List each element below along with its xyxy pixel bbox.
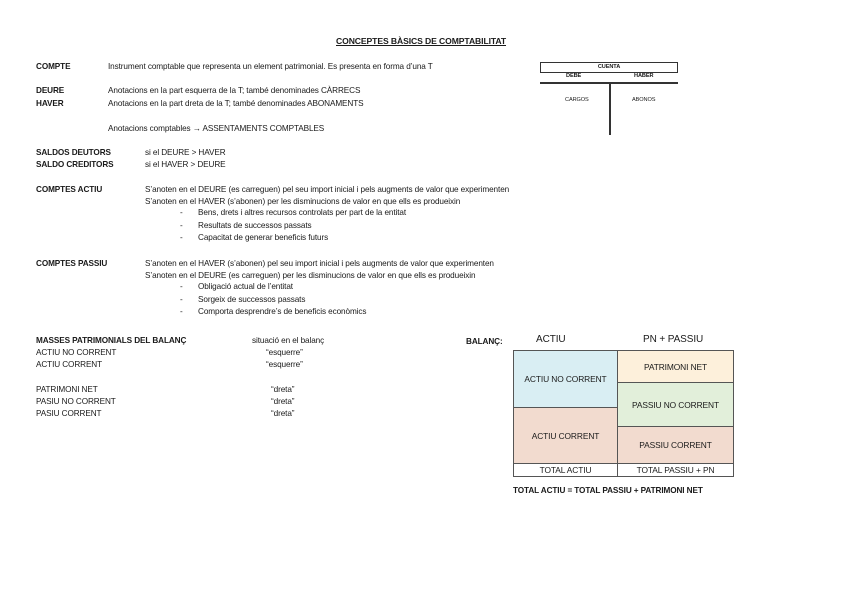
compte-term: COMPTE: [36, 62, 71, 71]
patrimoni-net-box: PATRIMONI NET: [617, 350, 734, 383]
total-actiu-box: TOTAL ACTIU: [513, 463, 618, 477]
t-account-title: CUENTA: [540, 62, 678, 73]
list-item: - Capacitat de generar beneficis futurs: [180, 233, 329, 243]
balanc-label: BALANÇ:: [466, 337, 503, 346]
comptes-actiu-term: COMPTES ACTIU: [36, 185, 103, 194]
masses-row-pos: “dreta”: [271, 385, 295, 394]
masses-row-pos: “dreta”: [271, 397, 295, 406]
total-passiu-box: TOTAL PASSIU + PN: [617, 463, 734, 477]
balance-equation: TOTAL ACTIU = TOTAL PASSIU + PATRIMONI NET: [513, 486, 703, 495]
list-item: - Comporta desprendre’s de beneficis econòmics: [180, 307, 367, 317]
comptes-passiu-line1: S’anoten en el HAVER (s’abonen) pel seu import inicial i pels augments de valor que experimenten: [145, 259, 494, 268]
compte-definition: Instrument comptable que representa un element patrimonial. Es presenta en forma d’una T: [108, 62, 433, 71]
haver-definition: Anotacions en la part dreta de la T; també denominades ABONAMENTS: [108, 99, 364, 108]
comptes-actiu-bullets: [180, 207, 406, 245]
balanc-col-actiu: ACTIU: [536, 334, 566, 345]
t-account-cargos: CARGOS: [565, 97, 589, 103]
t-account-abonos: ABONOS: [632, 97, 656, 103]
haver-term: HAVER: [36, 99, 64, 108]
masses-row-label: ACTIU NO CORRENT: [36, 348, 117, 357]
deure-term: DEURE: [36, 86, 65, 95]
masses-row-label: PASIU CORRENT: [36, 409, 102, 418]
comptes-passiu-term: COMPTES PASSIU: [36, 259, 108, 268]
saldos-deutors-term: SALDOS DEUTORS: [36, 148, 111, 157]
page-title: CONCEPTES BÀSICS DE COMPTABILITAT: [336, 36, 507, 46]
comptes-actiu-line1: S’anoten en el DEURE (es carreguen) pel seu import inicial i pels augments de valor que experimenten: [145, 185, 510, 194]
saldos-deutors-def: si el DEURE > HAVER: [145, 148, 226, 157]
actiu-corrent-box: ACTIU CORRENT: [513, 407, 618, 464]
masses-row-label: PASIU NO CORRENT: [36, 397, 116, 406]
balanc-col-pn-passiu: PN + PASSIU: [643, 334, 704, 345]
masses-heading: MASSES PATRIMONIALS DEL BALANÇ: [36, 336, 187, 345]
list-item: - Resultats de successos passats: [180, 220, 312, 230]
t-account-debe: DEBE: [566, 73, 582, 79]
list-item: - Sorgeix de successos passats: [180, 294, 306, 304]
comptes-actiu-line2: S’anoten en el HAVER (s’abonen) per les disminucions de valor en que ells es produeixin: [145, 197, 461, 206]
masses-row-pos: “esquerre”: [266, 348, 303, 357]
t-account-haber: HABER: [634, 73, 654, 79]
saldos-creditors-def: si el HAVER > DEURE: [145, 160, 226, 169]
passiu-corrent-box: PASSIU CORRENT: [617, 426, 734, 464]
passiu-no-corrent-box: PASSIU NO CORRENT: [617, 382, 734, 427]
t-account-vertical-line: [609, 83, 611, 135]
masses-row-pos: “esquerre”: [266, 360, 303, 369]
saldos-creditors-term: SALDO CREDITORS: [36, 160, 114, 169]
situacio-heading: situació en el balanç: [252, 336, 325, 345]
comptes-passiu-line2: S’anoten en el DEURE (es carreguen) per les disminucions de valor en que ells es produeixin: [145, 271, 476, 280]
masses-row-pos: “dreta”: [271, 409, 295, 418]
masses-row-label: ACTIU CORRENT: [36, 360, 103, 369]
anotacions-line: Anotacions comptables → ASSENTAMENTS COMPTABLES: [108, 124, 325, 133]
masses-row-label: PATRIMONI NET: [36, 385, 98, 394]
deure-definition: Anotacions en la part esquerra de la T; també denominades CÀRRECS: [108, 86, 361, 95]
list-item: - Obligació actual de l’entitat: [180, 282, 293, 291]
list-item: - Bens, drets i altres recursos controlats per part de la entitat: [180, 208, 407, 217]
comptes-passiu-bullets: [180, 281, 366, 319]
actiu-no-corrent-box: ACTIU NO CORRENT: [513, 350, 618, 408]
